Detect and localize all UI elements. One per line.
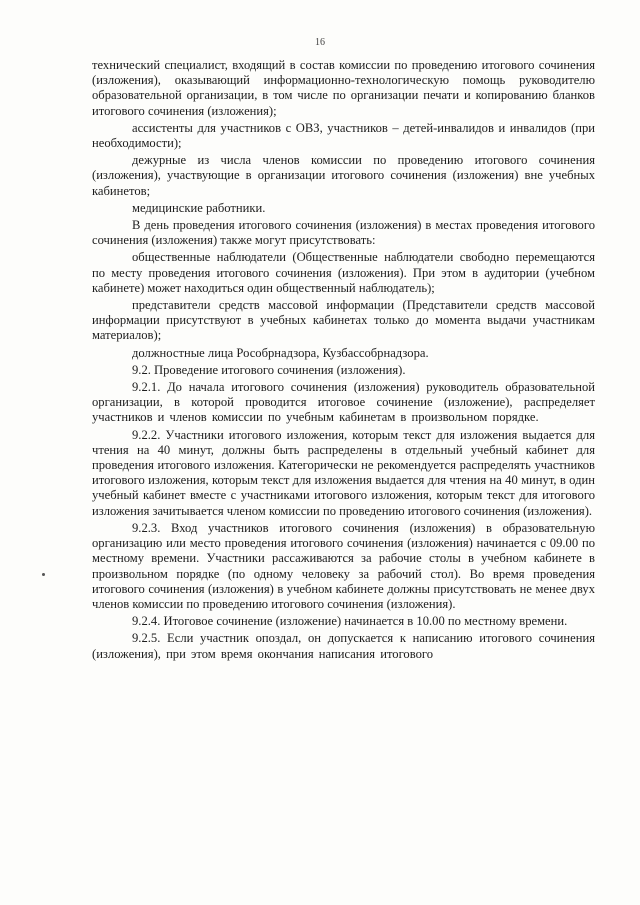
paragraph-9-2-5: 9.2.5. Если участник опоздал, он допускается к написанию итогового сочинения (изложения), при этом время окончания написания итогового (92, 631, 595, 661)
paragraph-may-attend: В день проведения итогового сочинения (изложения) в местах проведения итогового сочинения (изложения) также могут присутствовать: (92, 218, 595, 248)
paragraph-public-observers: общественные наблюдатели (Общественные наблюдатели свободно перемещаются по месту проведения итогового сочинения (изложения). При этом в аудитории (учебном кабинете) может находиться один общественный наблюдатель); (92, 250, 595, 295)
margin-mark (42, 573, 45, 576)
paragraph-9-2-4: 9.2.4. Итоговое сочинение (изложение) начинается в 10.00 по местному времени. (132, 614, 568, 629)
paragraph-medical-staff: медицинские работники. (132, 200, 266, 215)
body-text (92, 58, 595, 664)
paragraph-9-2-2: 9.2.2. Участники итогового изложения, которым текст для изложения выдается для чтения на 40 минут, должны быть распределены в отдельный учебный кабинет для проведения итогового изложения. Категорически не рекомендуется распределять участников итогового изложения, которым текст для изложения выдается для чтения на 40 минут, в один учебный кабинет вместе с участниками итогового изложения, которым текст для итогового изложения зачитывается членом комиссии по проведению итогового сочинения (изложения). (92, 427, 595, 518)
page-number: 16 (315, 37, 325, 48)
paragraph-media: представители средств массовой информации (Представители средств массовой информации присутствуют в учебных кабинетах только до момента выдачи участникам материалов); (92, 298, 595, 343)
section-heading-9-2: 9.2. Проведение итогового сочинения (изложения). (132, 362, 406, 377)
paragraph-officials: должностные лица Рособрнадзора, Кузбассобрнадзора. (132, 345, 429, 360)
paragraph-duty-officers: дежурные из числа членов комиссии по проведению итогового сочинения (изложения), участвующие в организации итогового сочинения (изложения) вне учебных кабинетов; (92, 153, 595, 198)
paragraph-assistants: ассистенты для участников с ОВЗ, участников – детей-инвалидов и инвалидов (при необходимости); (92, 120, 595, 151)
paragraph-technical-specialist: технический специалист, входящий в состав комиссии по проведению итогового сочинения (изложения), оказывающий информационно-технологическую помощь руководителю образовательной организации, в том числе по организации печати и копированию бланков итогового сочинения (изложения); (92, 58, 595, 118)
paragraph-9-2-1: 9.2.1. До начала итогового сочинения (изложения) руководитель образовательной организации, в которой проводится итоговое сочинение (изложение), распределяет участников и членов комиссии по учебным кабинетам в произвольном порядке. (92, 380, 595, 425)
paragraph-9-2-3: 9.2.3. Вход участников итогового сочинения (изложения) в образовательную организацию или место проведения итогового сочинения (изложения) начинается с 09.00 по местному времени. Участники рассаживаются за рабочие столы в учебном кабинете в произвольном порядке (по одному человеку за рабочий стол). Во время проведения итогового сочинения (изложения) в учебном кабинете должны присутствовать не менее двух членов комиссии по проведению итогового сочинения (изложения). (92, 520, 595, 611)
